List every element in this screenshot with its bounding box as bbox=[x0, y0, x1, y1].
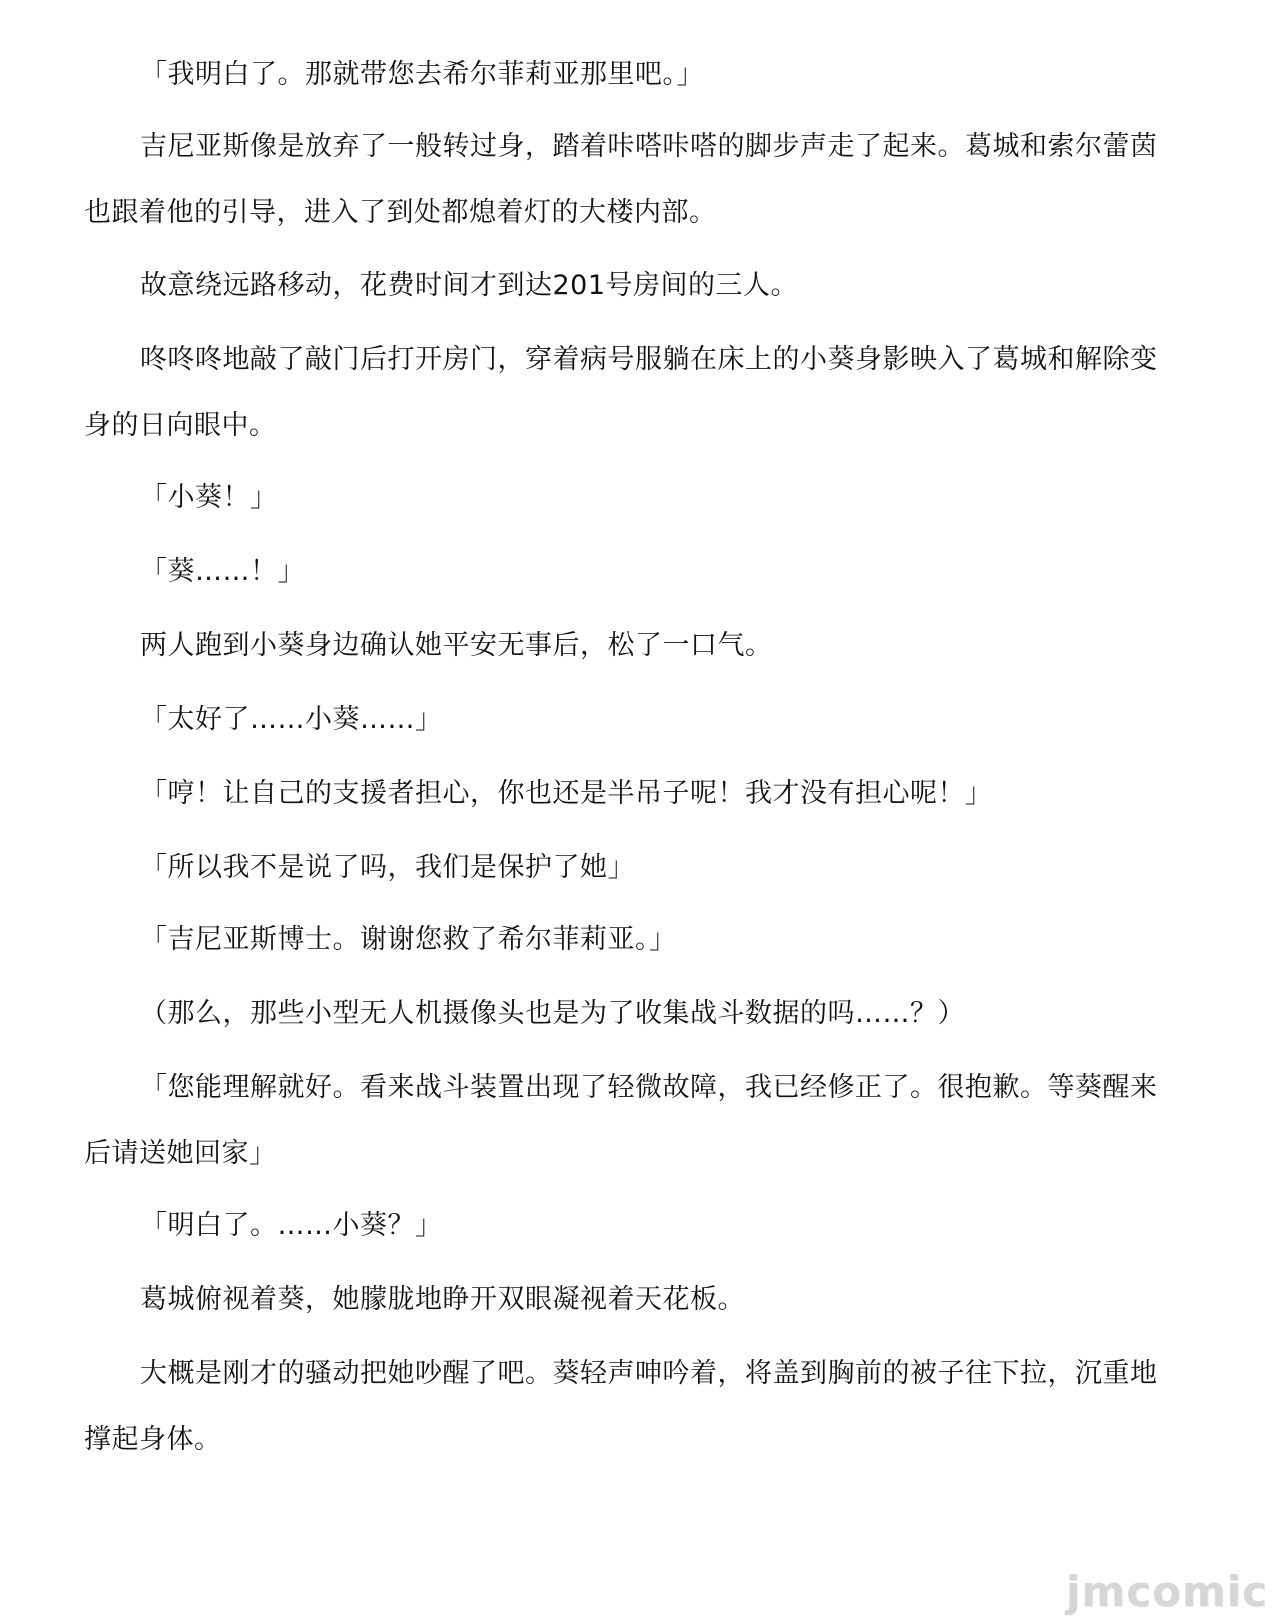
text-line: 撑起身体。 bbox=[84, 1424, 222, 1455]
text-line: 咚咚咚地敲了敲门后打开房门，穿着病号服躺在床上的小葵身影映入了葛城和解除变 bbox=[140, 344, 1158, 375]
text-line: 「我明白了。那就带您去希尔菲莉亚那里吧。」 bbox=[140, 59, 704, 90]
text-line: 两人跑到小葵身边确认她平安无事后，松了一口气。 bbox=[140, 630, 773, 661]
text-line: 身的日向眼中。 bbox=[84, 410, 277, 441]
text-line: 「吉尼亚斯博士。谢谢您救了希尔菲莉亚。」 bbox=[140, 924, 677, 955]
text-line: 后请送她回家」 bbox=[84, 1138, 277, 1169]
text-line: 「太好了……小葵……」 bbox=[140, 704, 443, 735]
text-line: （那么，那些小型无人机摄像头也是为了收集战斗数据的吗……？） bbox=[140, 998, 965, 1029]
text-line: 「您能理解就好。看来战斗装置出现了轻微故障，我已经修正了。很抱歉。等葵醒来 bbox=[140, 1072, 1158, 1103]
text-line: 吉尼亚斯像是放弃了一般转过身，踏着咔嗒咔嗒的脚步声走了起来。葛城和索尔蕾茵 bbox=[140, 131, 1158, 162]
text-line: 故意绕远路移动，花费时间才到达201号房间的三人。 bbox=[140, 270, 799, 301]
text-line: 大概是刚才的骚动把她吵醒了吧。葵轻声呻吟着，将盖到胸前的被子往下拉，沉重地 bbox=[140, 1358, 1158, 1389]
text-line: 「所以我不是说了吗，我们是保护了她」 bbox=[140, 852, 635, 883]
text-line: 葛城俯视着葵，她朦胧地睁开双眼凝视着天花板。 bbox=[140, 1284, 745, 1315]
text-line: 「明白了。……小葵？」 bbox=[140, 1210, 443, 1241]
watermark-logo: jmcomic bbox=[1066, 1567, 1268, 1616]
text-line: 「小葵！」 bbox=[140, 482, 278, 513]
text-line: 也跟着他的引导，进入了到处都熄着灯的大楼内部。 bbox=[84, 197, 717, 228]
text-line: 「哼！让自己的支援者担心，你也还是半吊子呢！我才没有担心呢！」 bbox=[140, 778, 993, 809]
text-line: 「葵……！」 bbox=[140, 556, 305, 587]
